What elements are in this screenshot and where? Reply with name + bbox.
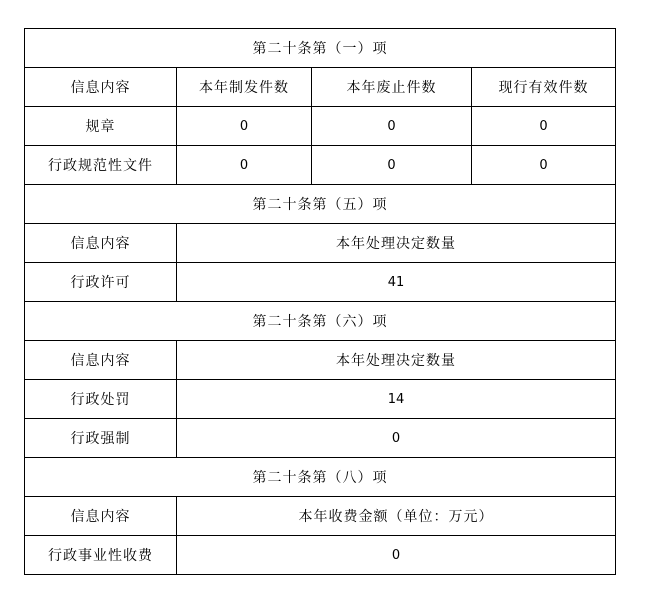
- value-cell: 0: [312, 146, 472, 185]
- row-label: 行政规范性文件: [25, 146, 177, 185]
- header-cell: 本年收费金额（单位：万元）: [177, 497, 616, 536]
- section-title-row: [25, 458, 616, 497]
- table-row: [25, 419, 616, 458]
- header-row: [25, 68, 616, 107]
- value-cell: 0: [177, 536, 616, 575]
- header-cell: 信息内容: [25, 224, 177, 263]
- value-cell: 0: [177, 146, 312, 185]
- section-title-row: [25, 302, 616, 341]
- section-title-row: [25, 29, 616, 68]
- value-cell: 0: [472, 146, 616, 185]
- header-cell: 信息内容: [25, 68, 177, 107]
- value-cell: 0: [177, 107, 312, 146]
- row-label: 行政处罚: [25, 380, 177, 419]
- table-row: [25, 263, 616, 302]
- header-cell: 本年制发件数: [177, 68, 312, 107]
- value-cell: 14: [177, 380, 616, 419]
- section-title: 第二十条第（五）项: [25, 185, 616, 224]
- header-row: [25, 341, 616, 380]
- section-title-row: [25, 185, 616, 224]
- header-cell: 现行有效件数: [472, 68, 616, 107]
- table-row: [25, 146, 616, 185]
- header-row: [25, 497, 616, 536]
- section-title: 第二十条第（八）项: [25, 458, 616, 497]
- value-cell: 0: [177, 419, 616, 458]
- row-label: 行政强制: [25, 419, 177, 458]
- value-cell: 0: [312, 107, 472, 146]
- table-row: [25, 107, 616, 146]
- header-row: [25, 224, 616, 263]
- header-cell: 本年处理决定数量: [177, 224, 616, 263]
- disclosure-table: [24, 28, 616, 575]
- table-row: [25, 380, 616, 419]
- row-label: 行政许可: [25, 263, 177, 302]
- row-label: 规章: [25, 107, 177, 146]
- header-cell: 本年废止件数: [312, 68, 472, 107]
- section-title: 第二十条第（一）项: [25, 29, 616, 68]
- row-label: 行政事业性收费: [25, 536, 177, 575]
- header-cell: 本年处理决定数量: [177, 341, 616, 380]
- section-title: 第二十条第（六）项: [25, 302, 616, 341]
- table-row: [25, 536, 616, 575]
- header-cell: 信息内容: [25, 341, 177, 380]
- value-cell: 0: [472, 107, 616, 146]
- value-cell: 41: [177, 263, 616, 302]
- header-cell: 信息内容: [25, 497, 177, 536]
